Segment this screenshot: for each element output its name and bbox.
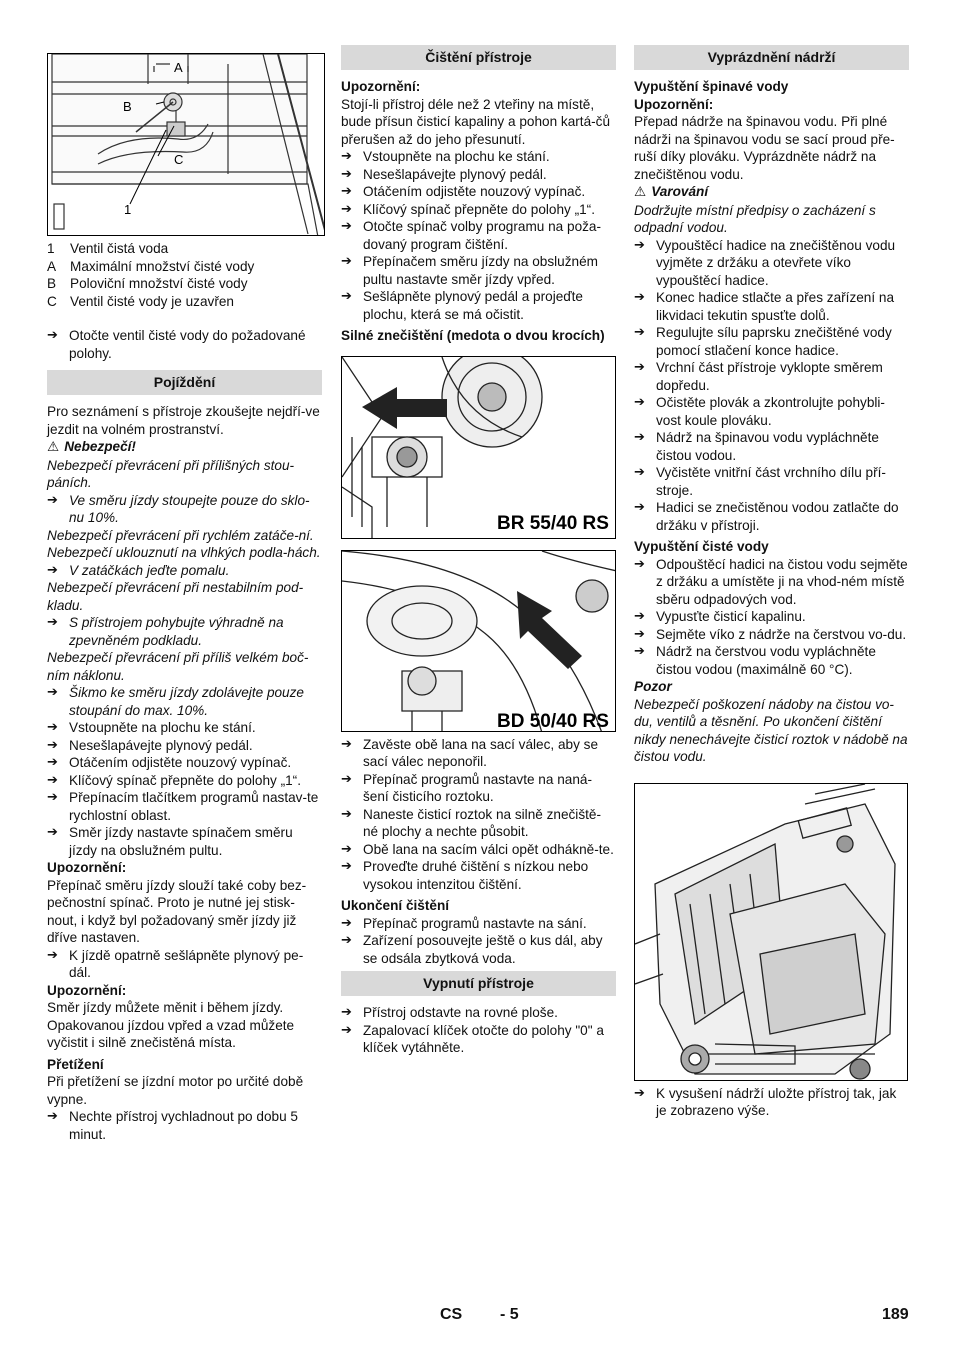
column-right (634, 45, 909, 1120)
step: ➔ Naneste čisticí roztok na silně znečiště-né plochy a nechte působit. (341, 806, 616, 841)
heavy-soiling-title: Silné znečištění (medota o dvou krocích) (341, 328, 605, 343)
step: ➔ Odpouštěcí hadici na čistou vodu sejměte z držáku a umístěte ji na vhod-ném místě sběru odpadových vod. (634, 556, 909, 609)
overload-title: Přetížení (47, 1056, 104, 1072)
step: ➔ Sejměte víko z nádrže na čerstvou vo-du. (634, 626, 909, 644)
warning-text: Dodržujte místní předpisy o zacházení s odpadní vodou. (634, 202, 876, 235)
dirty-water-title: Vypuštění špinavé vody (634, 79, 789, 94)
step: ➔ K vysušení nádrží uložte přístroj tak, jak je zobrazeno výše. (634, 1085, 909, 1120)
bd-illustration (342, 551, 616, 732)
fig-label-c: C (174, 152, 184, 167)
step: ➔ Sešlápněte plynový pedál a projeďte plochu, která se má očistit. (341, 288, 616, 323)
step: ➔ Přístroj odstavte na rovné ploše. (341, 1004, 616, 1022)
step: ➔ Klíčový spínač přepněte do polohy „1“. (47, 772, 322, 790)
arrow-icon (362, 387, 447, 429)
danger-text: Nebezpečí uklouznutí na vlhkých podla-hách. (47, 545, 321, 560)
fig-label-b: B (123, 99, 132, 114)
clean-water-title: Vypuštění čisté vody (634, 539, 769, 554)
section-header-cleaning: Čištění přístroje (341, 45, 616, 70)
step: ➔ Vypouštěcí hadice na znečištěnou vodu vyjměte z držáku a otevřete víko vypouštěcí hadice. (634, 237, 909, 290)
danger-step: ➔ Šikmo ke směru jízdy zdolávejte pouze stoupání do max. 10%. (47, 684, 322, 719)
danger-text: Nebezpečí převrácení při rychlém zatáče-ní. (47, 527, 314, 543)
step: ➔ Směr jízdy nastavte spínačem směru jízdy na obslužném pultu. (47, 824, 322, 859)
note-text: Stojí-li přístroj déle než 2 vteřiny na místě, bude přísun čisticí kapaliny a pohon kartá-čů přerušen až do jeho přesunutí. (341, 96, 611, 147)
br-model-label: BR 55/40 RS (497, 512, 609, 534)
overload-text: Při přetížení se jízdní motor po určité době vypne. (47, 1074, 304, 1107)
note-text: Směr jízdy můžete měnit i během jízdy. Opakovanou jízdou vpřed a vzad můžete vyčistit i silně znečistěná místa. (47, 1000, 295, 1050)
footer-page-number: 189 (882, 1306, 909, 1323)
caution-text: Nebezpečí poškození nádoby na čistou vo-du, ventilů a těsnění. Po ukončení čištění nikdy nenechávejte čisticí roztok v nádobě na čistou vodu. (634, 696, 908, 764)
step: ➔ Otáčením odjistěte nouzový vypínač. (47, 754, 322, 772)
arrow-icon (517, 591, 582, 669)
step: ➔ K jízdě opatrně sešlápněte plynový pe-dál. (47, 947, 322, 982)
note-text: Přepad nádrže na špinavou vodu. Při plné nádrži na špinavou vodu se sací proud pře-ruší díky plováku. Vyprázdněte nádrž na znečištěnou vodu. (634, 114, 895, 182)
valve-figure (47, 53, 325, 236)
footer-language: CS (440, 1306, 463, 1323)
column-left (47, 45, 322, 1143)
step: ➔ Nesešlapávejte plynový pedál. (341, 166, 616, 184)
step: ➔ Přepínač programů nastavte na sání. (341, 915, 616, 933)
tilted-machine-figure (634, 783, 908, 1081)
step: ➔ Vyčistěte vnitřní část vrchního dílu pří-stroje. (634, 464, 909, 499)
column-middle (341, 45, 616, 1057)
end-cleaning-title: Ukončení čištění (341, 898, 450, 913)
br-illustration (342, 357, 616, 539)
fig-label-a: A (174, 60, 183, 75)
step: ➔ Klíčový spínač přepněte do polohy „1“. (341, 201, 616, 219)
step: ➔ Nádrž na čerstvou vodu vypláchněte čistou vodou (maximálně 60 °C). (634, 643, 909, 678)
step: ➔ Zařízení posouvejte ještě o kus dál, aby se odsála zbytková voda. (341, 932, 616, 967)
legend-item: A Maximální množství čisté vody (47, 258, 255, 274)
warning-triangle-icon: ⚠ (634, 184, 647, 200)
fig-label-1: 1 (124, 202, 132, 217)
danger-step: ➔ S přístrojem pohybujte výhradně na zpevněném podkladu. (47, 614, 322, 649)
section-header-emptying: Vyprázdnění nádrží (634, 45, 909, 70)
legend-item: C Ventil čisté vody je uzavřen (47, 293, 234, 309)
note-title: Upozornění: (47, 982, 127, 998)
note-title: Upozornění: (634, 96, 714, 112)
step: ➔ Přepínač programů nastavte na naná-šení čisticího roztoku. (341, 771, 616, 806)
step: ➔ Obě lana na sacím válci opět odhákně-te. (341, 841, 616, 859)
warning-triangle-icon: ⚠ (47, 439, 60, 455)
step: ➔ Přepínačem směru jízdy na obslužném pultu nastavte směr jízdy vpřed. (341, 253, 616, 288)
danger-text: Nebezpečí převrácení při nestabilním pod-kladu. (47, 580, 304, 613)
step: ➔ Hadici se znečistěnou vodou zatlačte do držáku v přístroji. (634, 499, 909, 534)
step: ➔ Otáčením odjistěte nouzový vypínač. (341, 183, 616, 201)
legend-item: B Poloviční množství čisté vody (47, 276, 248, 291)
danger-step: ➔ V zatáčkách jeďte pomalu. (47, 562, 322, 580)
note-title: Upozornění: (47, 860, 127, 875)
tilted-machine-illustration (635, 784, 908, 1081)
driving-intro: Pro seznámení s přístroje zkoušejte nejdří-ve jezdit na volném prostranství. (47, 404, 320, 437)
step: ➔ Očistěte plovák a zkontrolujte pohybli-vost koule plováku. (634, 394, 909, 429)
step: ➔ Nádrž na špinavou vodu vypláchněte čistou vodou. (634, 429, 909, 464)
step: ➔ Přepínacím tlačítkem programů nastav-te rychlostní oblast. (47, 789, 322, 824)
bd-model-label: BD 50/40 RS (497, 710, 609, 732)
step: ➔ Zapalovací klíček otočte do polohy "0" a klíček vytáhněte. (341, 1022, 616, 1057)
bd-figure (341, 550, 616, 732)
step: ➔ Proveďte druhé čištění s nízkou nebo vysokou intenzitou čištění. (341, 858, 616, 893)
caution-title: Pozor (634, 679, 672, 694)
step: ➔ Nesešlapávejte plynový pedál. (47, 737, 322, 755)
legend (47, 240, 322, 310)
footer-page-sub: - 5 (500, 1306, 519, 1323)
step: ➔ Regulujte sílu paprsku znečištěné vody pomocí stlačení konce hadice. (634, 324, 909, 359)
danger-heading: ⚠ Nebezpečí! (47, 439, 136, 455)
warning-heading: ⚠ Varování (634, 184, 709, 200)
step: ➔ Vstoupněte na plochu ke stání. (47, 719, 322, 737)
valve-illustration (48, 54, 325, 236)
legend-item: 1 Ventil čistá voda (47, 241, 169, 256)
danger-text: Nebezpečí převrácení při přílišných stou-páních. (47, 457, 295, 490)
step: ➔ Zavěste obě lana na sací válec, aby se sací válec neponořil. (341, 736, 616, 771)
danger-text: Nebezpečí převrácení při příliš velkém boč-ním náklonu. (47, 650, 309, 683)
section-header-switch-off: Vypnutí přístroje (341, 971, 616, 996)
br-figure (341, 356, 616, 539)
note-title: Upozornění: (341, 79, 421, 94)
note-text: Přepínač směru jízdy slouží také coby bez-pečnostní spínač. Proto je nutné jej stisk-nout, i když byl požadovaný směr jízdy již dříve nastaven. (47, 877, 307, 945)
step: ➔ Vypusťte čisticí kapalinu. (634, 608, 909, 626)
step: ➔ Vstoupněte na plochu ke stání. (341, 148, 616, 166)
valve-step: ➔ Otočte ventil čisté vody do požadované polohy. (47, 327, 322, 362)
step: ➔ Konec hadice stlačte a přes zařízení na likvidaci tekutin spusťte dolů. (634, 289, 909, 324)
step: ➔ Nechte přístroj vychladnout po dobu 5 minut. (47, 1108, 322, 1143)
section-header-driving: Pojíždění (47, 370, 322, 395)
step: ➔ Vrchní část přístroje vyklopte směrem dopředu. (634, 359, 909, 394)
step: ➔ Otočte spínač volby programu na poža-dovaný program čištění. (341, 218, 616, 253)
danger-step: ➔ Ve směru jízdy stoupejte pouze do sklo-nu 10%. (47, 492, 322, 527)
